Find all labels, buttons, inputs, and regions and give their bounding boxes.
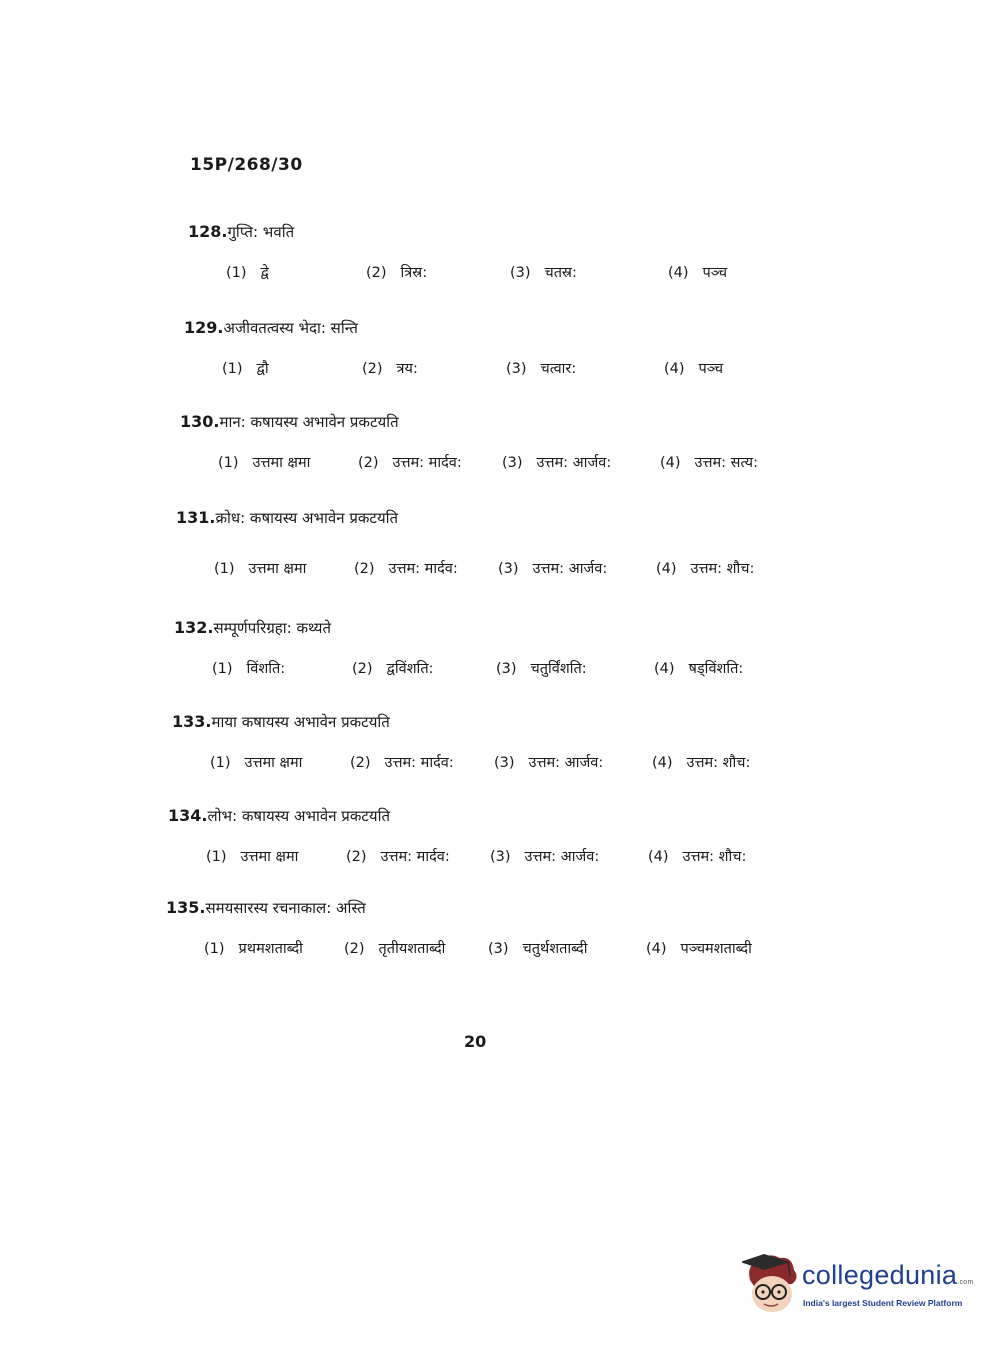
- answer-option: [206, 846, 298, 866]
- answer-option: [346, 846, 450, 866]
- option-number: (3): [494, 755, 515, 771]
- option-text: तृतीयशताब्दी: [378, 941, 446, 957]
- option-text: उत्तम: मार्दव:: [388, 561, 458, 577]
- brand-wordmark: [802, 1260, 974, 1291]
- answer-option: [496, 658, 587, 678]
- option-number: (2): [344, 941, 365, 957]
- question-number: 128.: [188, 222, 228, 241]
- mascot-icon: [742, 1250, 804, 1320]
- answer-option: [664, 358, 723, 378]
- option-row: [172, 752, 812, 782]
- option-number: (1): [212, 661, 233, 677]
- question-item: [184, 318, 824, 388]
- question-number: 134.: [168, 806, 208, 825]
- option-number: (4): [652, 755, 673, 771]
- answer-option: [498, 558, 607, 578]
- question-text: लोभ: कषायस्य अभावेन प्रकटयति: [207, 807, 391, 825]
- answer-option: [350, 752, 454, 772]
- answer-option: [210, 752, 302, 772]
- answer-option: [226, 262, 269, 282]
- option-row: [188, 262, 828, 292]
- option-text: उत्तम: मार्दव:: [392, 455, 462, 471]
- option-text: चत्वार:: [540, 361, 577, 377]
- question-text: क्रोध: कषायस्य अभावेन प्रकटयति: [215, 509, 399, 527]
- option-number: (3): [488, 941, 509, 957]
- question-text: मान: कषायस्य अभावेन प्रकटयति: [219, 413, 399, 431]
- answer-option: [652, 752, 750, 772]
- answer-option: [494, 752, 603, 772]
- option-number: (2): [352, 661, 373, 677]
- answer-option: [654, 658, 743, 678]
- question-item: [176, 508, 816, 588]
- option-text: उत्तम: आर्जव:: [536, 455, 612, 471]
- option-number: (4): [654, 661, 675, 677]
- answer-option: [358, 452, 462, 472]
- question-number: 129.: [184, 318, 224, 337]
- question-line: [188, 222, 828, 242]
- answer-option: [668, 262, 727, 282]
- option-number: (3): [506, 361, 527, 377]
- option-number: (4): [646, 941, 667, 957]
- answer-option: [648, 846, 746, 866]
- paper-code: 15P/268/30: [190, 155, 303, 175]
- question-text: अजीवतत्वस्य भेदा: सन्ति: [223, 319, 358, 337]
- question-line: [174, 618, 814, 638]
- option-number: (3): [498, 561, 519, 577]
- answer-option: [366, 262, 427, 282]
- answer-option: [646, 938, 752, 958]
- option-number: (1): [214, 561, 235, 577]
- option-row: [174, 658, 814, 688]
- answer-option: [352, 658, 433, 678]
- question-text: गुप्ति: भवति: [227, 223, 295, 241]
- option-number: (3): [502, 455, 523, 471]
- option-number: (4): [660, 455, 681, 471]
- option-text: उत्तम: शौच:: [686, 755, 751, 771]
- option-row: [180, 452, 820, 482]
- option-text: उत्तमा क्षमा: [252, 455, 311, 471]
- option-number: (4): [664, 361, 685, 377]
- answer-option: [204, 938, 303, 958]
- option-row: [166, 938, 806, 968]
- option-text: पञ्च: [702, 265, 728, 281]
- brand-name: collegedunia: [802, 1260, 958, 1290]
- option-text: उत्तम: शौच:: [682, 849, 747, 865]
- answer-option: [344, 938, 445, 958]
- option-number: (1): [210, 755, 231, 771]
- option-number: (3): [490, 849, 511, 865]
- collegedunia-logo: [742, 1250, 972, 1320]
- question-line: [172, 712, 812, 732]
- option-text: उत्तम: शौच:: [690, 561, 755, 577]
- option-text: द्वविंशति:: [386, 661, 434, 677]
- option-number: (2): [362, 361, 383, 377]
- question-line: [168, 806, 808, 826]
- question-line: [180, 412, 820, 432]
- question-item: [174, 618, 814, 688]
- option-number: (1): [218, 455, 239, 471]
- option-text: त्रिस्र:: [400, 265, 428, 281]
- option-number: (4): [648, 849, 669, 865]
- option-number: (1): [204, 941, 225, 957]
- answer-option: [354, 558, 458, 578]
- option-number: (2): [358, 455, 379, 471]
- option-text: द्वे: [260, 265, 269, 281]
- option-text: उत्तमा क्षमा: [244, 755, 303, 771]
- option-number: (4): [656, 561, 677, 577]
- question-number: 131.: [176, 508, 216, 527]
- question-item: [188, 222, 828, 292]
- option-text: चतुर्थशताब्दी: [522, 941, 588, 957]
- option-number: (2): [354, 561, 375, 577]
- page-number: 20: [464, 1032, 487, 1051]
- option-row: [184, 358, 824, 388]
- question-item: [168, 806, 808, 876]
- answer-option: [506, 358, 576, 378]
- option-text: षड्विंशति:: [688, 661, 744, 677]
- question-text: समयसारस्य रचनाकाल: अस्ति: [205, 899, 366, 917]
- brand-tagline: India's largest Student Review Platform: [803, 1298, 963, 1308]
- question-number: 130.: [180, 412, 220, 431]
- option-number: (3): [496, 661, 517, 677]
- answer-option: [214, 558, 306, 578]
- option-row: [168, 846, 808, 876]
- option-text: द्वौ: [256, 361, 269, 377]
- option-row: [176, 558, 816, 588]
- option-text: उत्तम: मार्दव:: [380, 849, 450, 865]
- option-text: उत्तमा क्षमा: [248, 561, 307, 577]
- option-text: विंशति:: [246, 661, 286, 677]
- question-number: 133.: [172, 712, 212, 731]
- option-text: उत्तम: आर्जव:: [532, 561, 608, 577]
- option-text: पञ्च: [698, 361, 724, 377]
- option-text: उत्तम: मार्दव:: [384, 755, 454, 771]
- option-text: उत्तम: आर्जव:: [524, 849, 600, 865]
- answer-option: [660, 452, 758, 472]
- option-number: (3): [510, 265, 531, 281]
- option-text: उत्तमा क्षमा: [240, 849, 299, 865]
- option-number: (1): [222, 361, 243, 377]
- answer-option: [656, 558, 754, 578]
- question-item: [166, 898, 806, 968]
- answer-option: [490, 846, 599, 866]
- option-number: (1): [206, 849, 227, 865]
- option-number: (2): [350, 755, 371, 771]
- answer-option: [502, 452, 611, 472]
- option-number: (4): [668, 265, 689, 281]
- answer-option: [362, 358, 418, 378]
- option-number: (1): [226, 265, 247, 281]
- option-text: प्रथमशताब्दी: [238, 941, 303, 957]
- question-text: माया कषायस्य अभावेन प्रकटयति: [211, 713, 390, 731]
- option-text: उत्तम: आर्जव:: [528, 755, 604, 771]
- answer-option: [212, 658, 285, 678]
- option-text: चतुर्विंशति:: [530, 661, 587, 677]
- question-item: [172, 712, 812, 782]
- brand-suffix: .com: [957, 1279, 974, 1286]
- option-number: (2): [366, 265, 387, 281]
- answer-option: [488, 938, 587, 958]
- question-number: 135.: [166, 898, 206, 917]
- answer-option: [510, 262, 577, 282]
- option-text: चतस्र:: [544, 265, 577, 281]
- option-number: (2): [346, 849, 367, 865]
- option-text: उत्तम: सत्य:: [694, 455, 758, 471]
- question-number: 132.: [174, 618, 214, 637]
- answer-option: [218, 452, 310, 472]
- answer-option: [222, 358, 269, 378]
- question-line: [166, 898, 806, 918]
- option-text: पञ्चमशताब्दी: [680, 941, 752, 957]
- question-text: सम्पूर्णपरिग्रहा: कथ्यते: [213, 619, 332, 637]
- question-line: [184, 318, 824, 338]
- question-line: [176, 508, 816, 528]
- question-item: [180, 412, 820, 482]
- option-text: त्रय:: [396, 361, 418, 377]
